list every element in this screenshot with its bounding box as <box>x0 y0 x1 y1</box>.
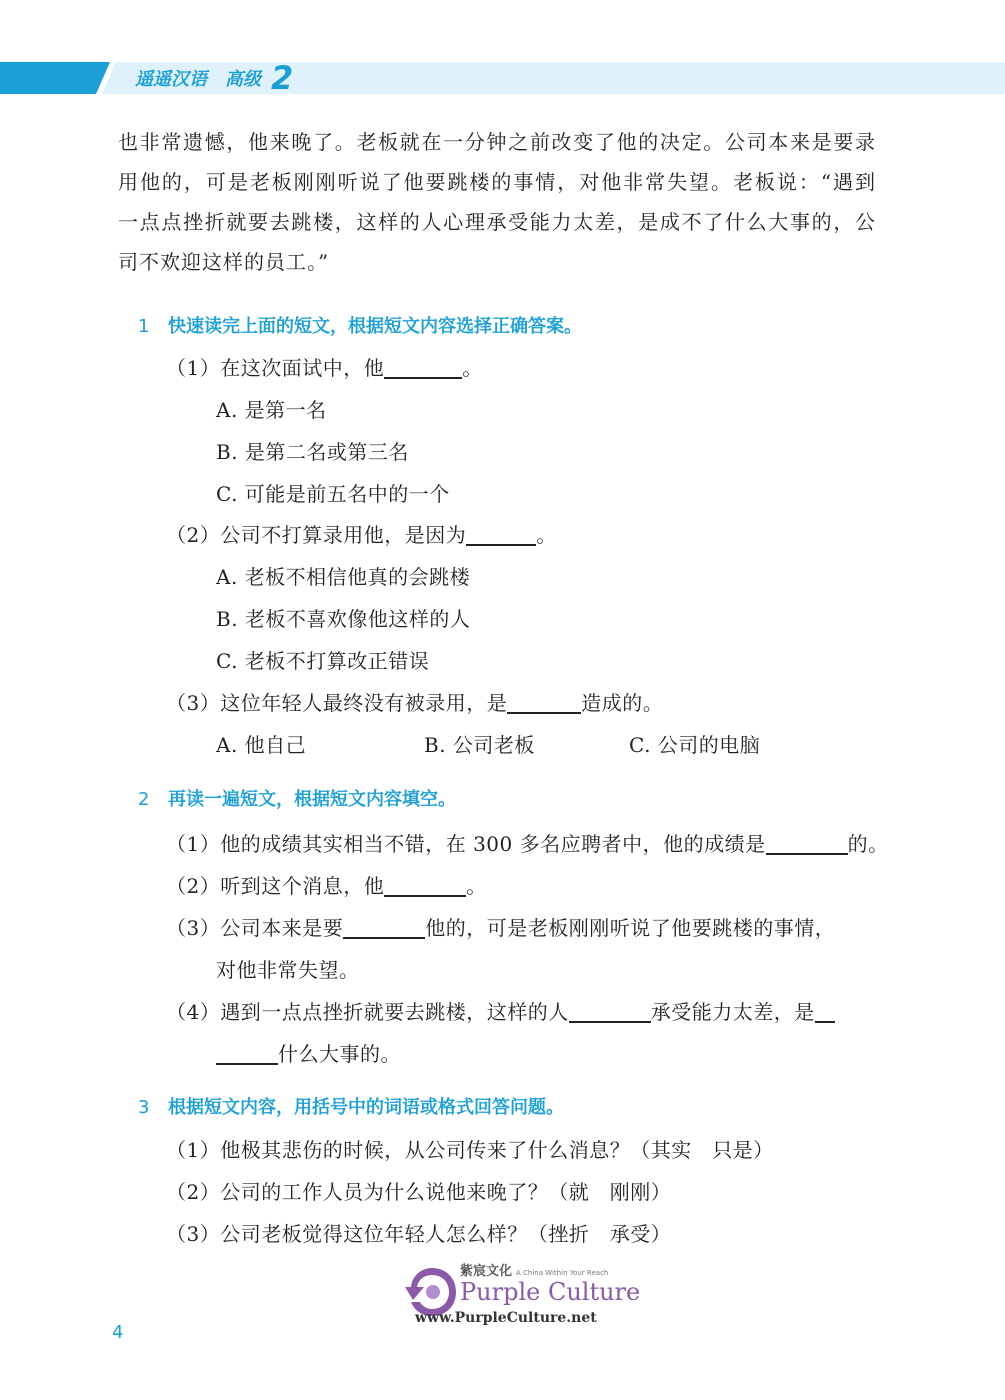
question-1-3: （3）这位年轻人最终没有被录用，是 造成的。 <box>166 691 664 715</box>
section-2-heading: 2 再读一遍短文，根据短文内容填空。 <box>138 789 456 810</box>
book-title: 遥遥汉语 高级 2 <box>135 59 294 97</box>
passage-line: 一点点挫折就要去跳楼，这样的人心理承受能力太差，是成不了什么大事的，公 <box>118 210 876 234</box>
question-2-3-continued: 对他非常失望。 <box>216 958 360 982</box>
section-3-heading: 3 根据短文内容，用括号中的词语或格式回答问题。 <box>138 1097 564 1118</box>
option: C. 可能是前五名中的一个 <box>216 482 450 506</box>
passage-line: 司不欢迎这样的员工。” <box>118 250 330 274</box>
watermark: 紫宸文化 A China Within Your Reach Purple Culture <box>460 1264 641 1306</box>
question-3-1: （1）他极其悲伤的时候，从公司传来了什么消息？（其实 只是） <box>166 1138 774 1162</box>
question-2-3: （3）公司本来是要 他的，可是老板刚刚听说了他要跳楼的事情， <box>166 916 836 940</box>
question-2-2: （2）听到这个消息，他 。 <box>166 874 487 898</box>
option: A. 老板不相信他真的会跳楼 <box>216 565 471 589</box>
watermark-url: www.PurpleCulture.net <box>415 1310 597 1326</box>
section-1-heading: 1 快速读完上面的短文，根据短文内容选择正确答案。 <box>138 316 582 337</box>
option: B. 是第二名或第三名 <box>216 440 409 464</box>
option: A. 他自己 <box>216 733 307 757</box>
question-2-1: （1）他的成绩其实相当不错，在 300 多名应聘者中，他的成绩是 的。 <box>166 832 889 856</box>
passage-line: 也非常遗憾，他来晚了。老板就在一分钟之前改变了他的决定。公司本来是要录 <box>118 130 876 154</box>
question-3-3: （3）公司老板觉得这位年轻人怎么样？（挫折 承受） <box>166 1222 672 1246</box>
question-3-2: （2）公司的工作人员为什么说他来晚了？（就 刚刚） <box>166 1180 672 1204</box>
option: A. 是第一名 <box>216 398 327 422</box>
page-number: 4 <box>112 1322 124 1343</box>
question-2-4-continued: 什么大事的。 <box>216 1038 401 1067</box>
question-1-2: （2）公司不打算录用他，是因为 。 <box>166 523 557 547</box>
option: C. 公司的电脑 <box>629 733 761 757</box>
question-2-4: （4）遇到一点点挫折就要去跳楼，这样的人 承受能力太差，是 <box>166 996 835 1025</box>
option: B. 老板不喜欢像他这样的人 <box>216 607 471 631</box>
option: C. 老板不打算改正错误 <box>216 649 430 673</box>
passage <box>118 122 876 282</box>
passage-line: 用他的，可是老板刚刚听说了他要跳楼的事情，对他非常失望。老板说：“遇到 <box>118 170 876 194</box>
question-1-1: （1）在这次面试中，他 。 <box>166 356 483 380</box>
option: B. 公司老板 <box>424 733 535 757</box>
